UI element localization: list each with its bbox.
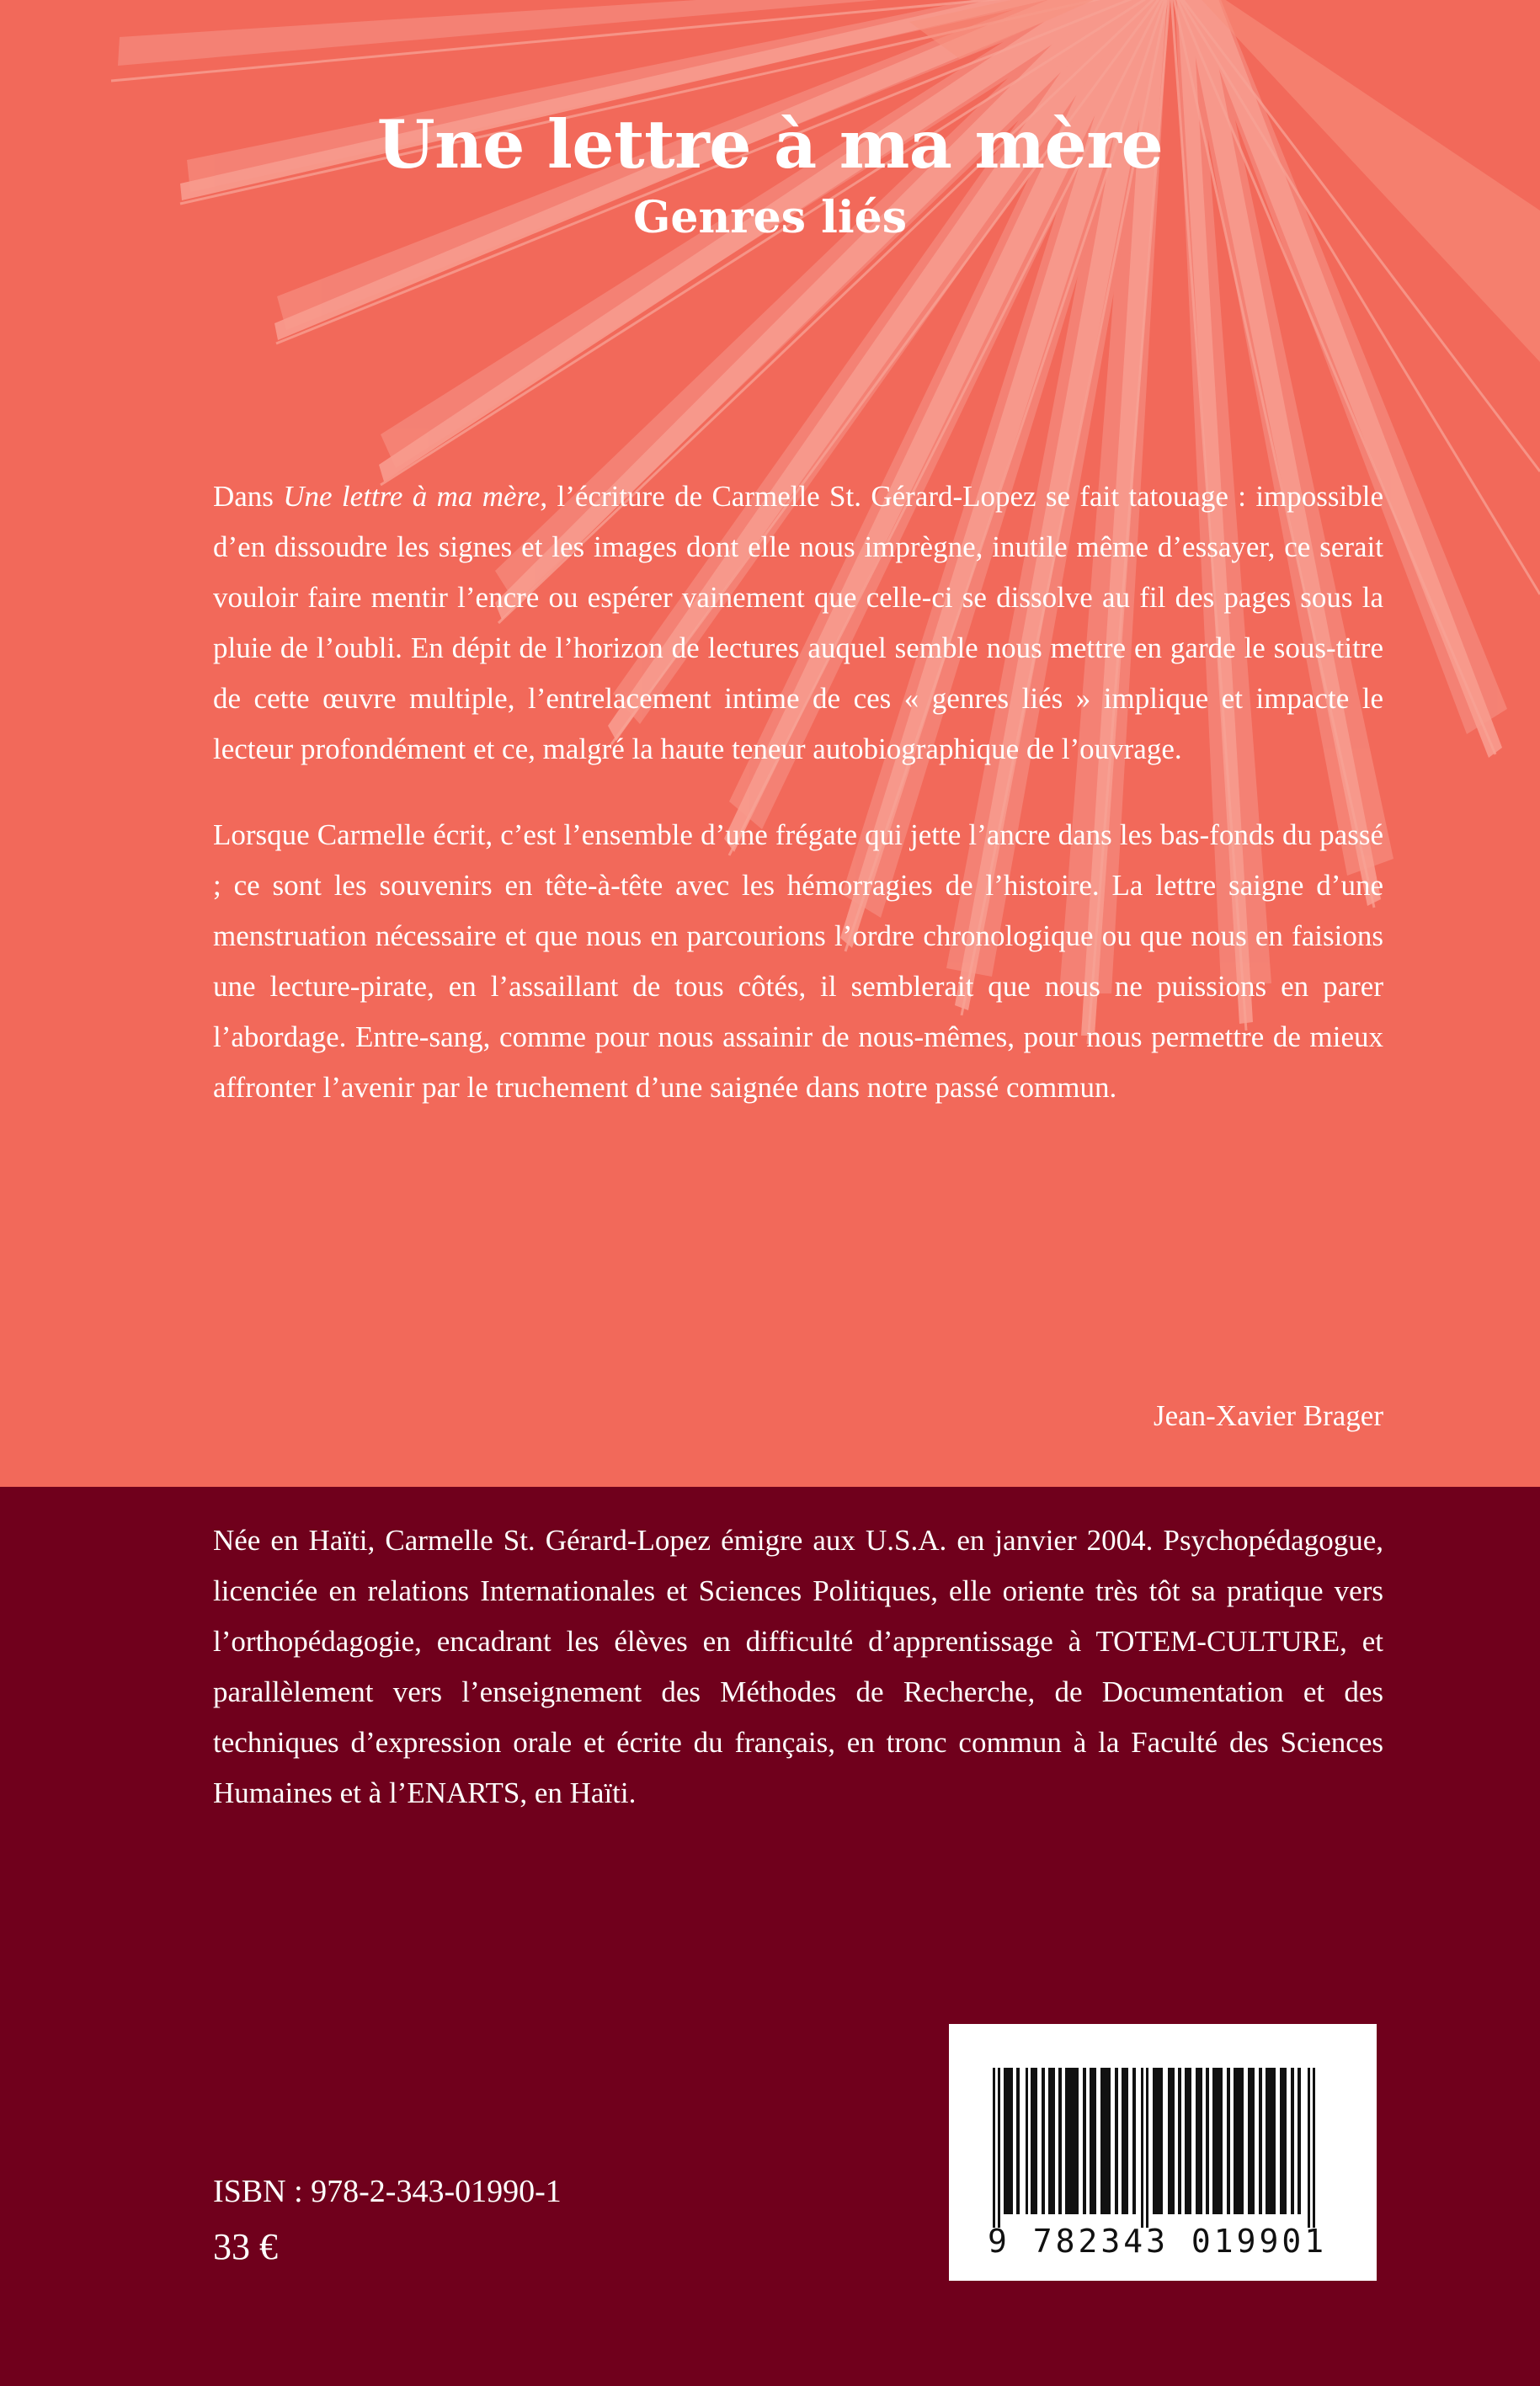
author-biography [213,1515,1383,1819]
title-block [0,105,1540,243]
publication-meta [213,2168,562,2272]
blurb-paragraph-1 [213,471,1383,775]
barcode-bars [993,2068,1333,2228]
book-title: Une lettre à ma mère [376,105,1164,184]
blurb-rest: , l’écriture de Carmelle St. Gérard-Lopez se fait tatouage : impossible d’en dissoudre les signes et les images dont elle nous imprègne, inutile même d’essayer, ce serait vouloir faire mentir l’encre ou espérer vainement que celle-ci se dissolve au fil des pages sous la pluie de l’oubli. En dépit de l’horizon de lectures auquel semble nous mettre en garde le sous-titre de cette œuvre multiple, l’entrelacement intime de ces « genres liés » implique et impacte le lecteur profondément et ce, malgré la haute teneur autobiographique de l’ouvrage. [213,480,1383,765]
barcode-panel [949,2024,1377,2281]
blurb-attribution: Jean-Xavier Brager [1153,1399,1383,1432]
blurb-text [213,471,1383,1113]
barcode-digits: 9 782343 019901 [988,2223,1328,2260]
price-text: 33 € [213,2226,278,2267]
blurb-paragraph-2: Lorsque Carmelle écrit, c’est l’ensemble d’une frégate qui jette l’ancre dans les bas-fonds du passé ; ce sont les souvenirs en tête-à-tête avec les hémorragies de l’histoire. La lettre saigne d’une menstruation nécessaire et que nous en parcourions l’ordre chronologique ou que nous en faisions une lecture-pirate, en l’assaillant de tous côtés, il semblerait que nous ne puissions en parer l’abordage. Entre-sang, comme pour nous assainir de nous-mêmes, pour nous permettre de mieux affronter l’avenir par le truchement d’une saignée dans notre passé commun. [213,818,1383,1104]
isbn-text: ISBN : 978-2-343-01990-1 [213,2174,562,2209]
book-subtitle: Genres liés [632,192,908,243]
blurb-lead: Dans [213,480,284,513]
blurb-title-italic: Une lettre à ma mère [283,480,541,513]
biography-paragraph: Née en Haïti, Carmelle St. Gérard-Lopez émigre aux U.S.A. en janvier 2004. Psychopédagogue, licenciée en relations Internationales et Sciences Politiques, elle oriente très tôt sa pratique vers l’orthopédagogie, encadrant les élèves en difficulté d’apprentissage à TOTEM-CULTURE, et parallèlement vers l’enseignement des Méthodes de Recherche, de Documentation et des techniques d’expression orale et écrite du français, en tronc commun à la Faculté des Sciences Humaines et à l’ENARTS, en Haïti. [213,1524,1383,1809]
